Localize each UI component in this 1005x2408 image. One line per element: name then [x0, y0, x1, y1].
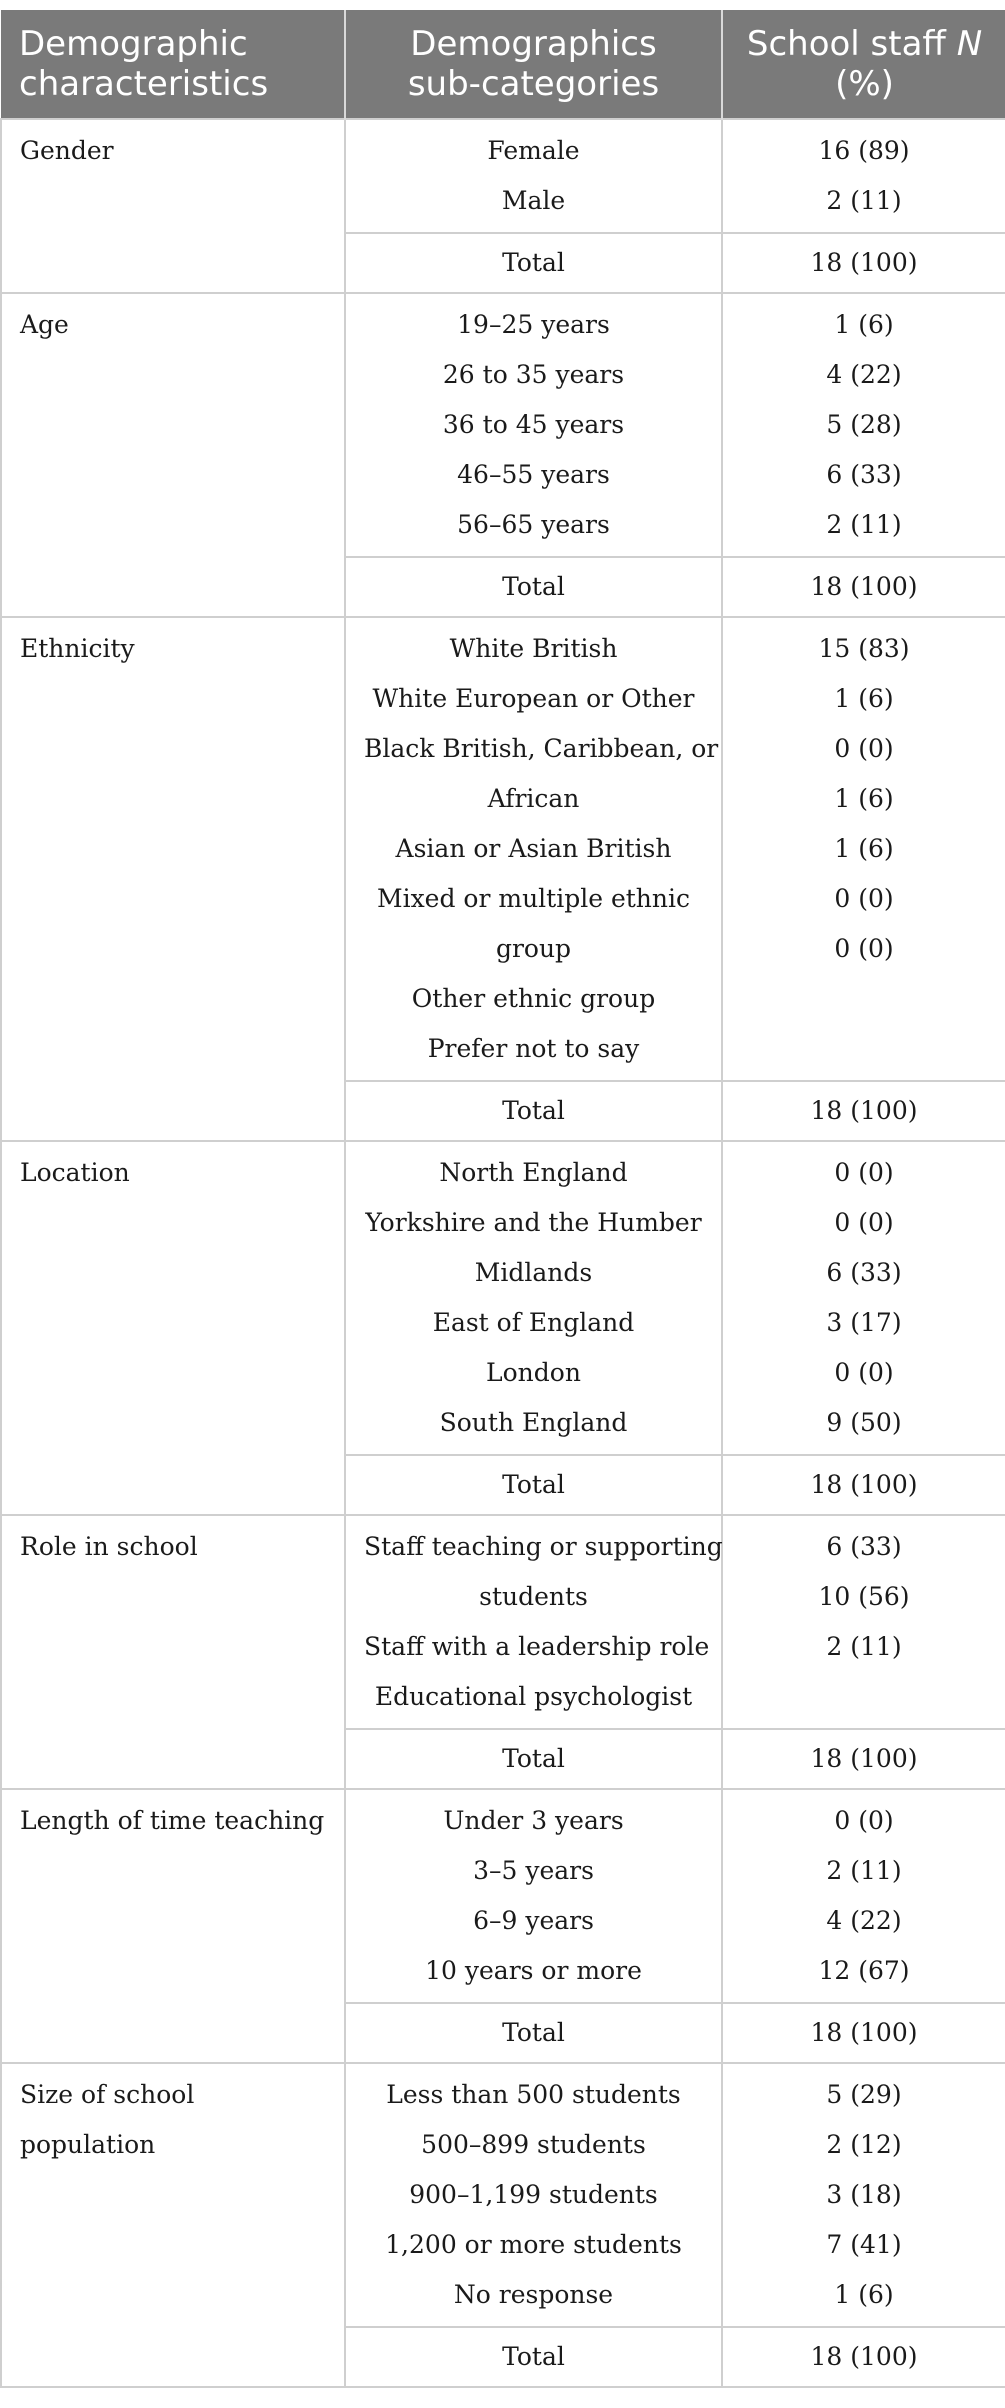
value-line: 4 (22) — [826, 1906, 902, 1935]
table-row — [1, 617, 1005, 1081]
sub-category-cell — [345, 2063, 722, 2327]
category-cell: Length of time teaching — [1, 1789, 345, 2063]
value-line: 1 (6) — [834, 784, 894, 813]
value-cell — [722, 2063, 1005, 2327]
header-text: School staff — [746, 24, 946, 64]
sub-category-line: Black British, Caribbean, or — [364, 734, 719, 763]
category-cell: Age — [1, 293, 345, 617]
category-cell: Size of school population — [1, 2063, 345, 2387]
value-line: 6 (33) — [826, 1532, 902, 1561]
value-line: 6 (33) — [826, 1258, 902, 1287]
total-value-cell: 18 (100) — [722, 2327, 1005, 2387]
sub-category-line: White European or Other — [372, 684, 695, 713]
sub-category-line: Under 3 years — [443, 1806, 624, 1835]
header-line — [741, 24, 988, 64]
value-line: 0 (0) — [834, 934, 894, 963]
sub-category-line: Prefer not to say — [427, 1034, 640, 1063]
sub-category-line: 36 to 45 years — [442, 410, 625, 439]
sub-category-cell — [345, 1515, 722, 1729]
total-value-cell: 18 (100) — [722, 557, 1005, 617]
value-line: 9 (50) — [826, 1408, 902, 1437]
category-cell: Location — [1, 1141, 345, 1515]
value-cell — [722, 1789, 1005, 2003]
sub-category-line: 6–9 years — [473, 1906, 594, 1935]
value-line: 0 (0) — [834, 884, 894, 913]
sub-category-cell — [345, 119, 722, 233]
value-line: 15 (83) — [818, 634, 910, 663]
value-line: 10 (56) — [818, 1582, 910, 1611]
value-line: 2 (12) — [826, 2130, 902, 2159]
value-cell — [722, 1141, 1005, 1455]
value-line: 4 (22) — [826, 360, 902, 389]
sub-category-line: Male — [501, 186, 566, 215]
sub-category-line: East of England — [432, 1308, 635, 1337]
sub-category-line: group — [495, 934, 572, 963]
table-header — [1, 10, 1005, 119]
value-line: 0 (0) — [834, 1358, 894, 1387]
sub-category-line: Educational psychologist — [374, 1682, 693, 1711]
table-body — [1, 119, 1005, 2387]
value-cell — [722, 119, 1005, 233]
value-line: 1 (6) — [834, 834, 894, 863]
sub-category-line: No response — [453, 2280, 614, 2309]
value-line: 7 (41) — [826, 2230, 902, 2259]
total-label-cell: Total — [345, 557, 722, 617]
value-line: 0 (0) — [834, 1806, 894, 1835]
sub-category-line: 26 to 35 years — [442, 360, 625, 389]
category-cell: Ethnicity — [1, 617, 345, 1141]
table-row — [1, 1141, 1005, 1455]
demographics-table — [0, 10, 1005, 2388]
total-label-cell: Total — [345, 233, 722, 293]
header-italic-n: N — [956, 24, 983, 64]
table-row — [1, 1515, 1005, 1729]
sub-category-line: Asian or Asian British — [395, 834, 672, 863]
total-label-cell: Total — [345, 2003, 722, 2063]
sub-category-cell — [345, 1141, 722, 1455]
sub-category-line: Less than 500 students — [386, 2080, 681, 2109]
total-value-cell: 18 (100) — [722, 2003, 1005, 2063]
value-line: 16 (89) — [818, 136, 910, 165]
header-line: Demographics — [410, 24, 657, 64]
table-row — [1, 2063, 1005, 2327]
value-line: 2 (11) — [826, 1632, 902, 1661]
table-row — [1, 1789, 1005, 2003]
value-line: 5 (28) — [826, 410, 902, 439]
sub-category-line: 900–1,199 students — [409, 2180, 658, 2209]
total-value-cell: 18 (100) — [722, 233, 1005, 293]
value-line: 3 (17) — [826, 1308, 902, 1337]
sub-category-line: London — [486, 1358, 581, 1387]
sub-category-cell — [345, 293, 722, 557]
value-line: 1 (6) — [834, 2280, 894, 2309]
value-cell — [722, 293, 1005, 557]
value-line: 0 (0) — [834, 1208, 894, 1237]
table-row — [1, 293, 1005, 557]
sub-category-line: White British — [449, 634, 618, 663]
total-value-cell: 18 (100) — [722, 1081, 1005, 1141]
sub-category-line: 46–55 years — [457, 460, 610, 489]
table-row — [1, 119, 1005, 233]
sub-category-line: 1,200 or more students — [385, 2230, 682, 2259]
value-cell — [722, 617, 1005, 1081]
sub-category-line: Mixed or multiple ethnic — [376, 884, 690, 913]
sub-category-cell — [345, 1789, 722, 2003]
value-line: 2 (11) — [826, 186, 902, 215]
sub-category-line: students — [479, 1582, 588, 1611]
value-line: 1 (6) — [834, 310, 894, 339]
total-value-cell: 18 (100) — [722, 1455, 1005, 1515]
sub-category-line: 500–899 students — [421, 2130, 646, 2159]
sub-category-line: 19–25 years — [457, 310, 610, 339]
sub-category-line: Staff teaching or supporting — [364, 1532, 723, 1561]
sub-category-line: North England — [439, 1158, 628, 1187]
header-demographic-characteristics — [1, 10, 345, 119]
value-line: 12 (67) — [818, 1956, 910, 1985]
value-cell — [722, 1515, 1005, 1729]
sub-category-line: South England — [439, 1408, 628, 1437]
sub-category-line: 56–65 years — [457, 510, 610, 539]
sub-category-line: Female — [487, 136, 580, 165]
total-label-cell: Total — [345, 1455, 722, 1515]
sub-category-line: African — [487, 784, 580, 813]
header-school-staff — [722, 10, 1005, 119]
value-line: 6 (33) — [826, 460, 902, 489]
sub-category-line: 3–5 years — [473, 1856, 594, 1885]
value-line: 0 (0) — [834, 734, 894, 763]
sub-category-line: Midlands — [474, 1258, 593, 1287]
header-line: characteristics — [19, 64, 269, 104]
value-line: 0 (0) — [834, 1158, 894, 1187]
sub-category-cell — [345, 617, 722, 1081]
header-line: sub-categories — [407, 64, 660, 104]
category-cell: Role in school — [1, 1515, 345, 1789]
header-sub-categories — [345, 10, 722, 119]
total-label-cell: Total — [345, 1081, 722, 1141]
sub-category-line: 10 years or more — [425, 1956, 642, 1985]
value-line: 5 (29) — [826, 2080, 902, 2109]
sub-category-line: Other ethnic group — [411, 984, 656, 1013]
value-line: 3 (18) — [826, 2180, 902, 2209]
total-label-cell: Total — [345, 1729, 722, 1789]
value-line: 2 (11) — [826, 1856, 902, 1885]
total-value-cell: 18 (100) — [722, 1729, 1005, 1789]
header-line: (%) — [835, 64, 894, 104]
sub-category-line: Yorkshire and the Humber — [365, 1208, 702, 1237]
header-line: Demographic — [19, 24, 248, 64]
sub-category-line: Staff with a leadership role — [364, 1632, 710, 1661]
category-cell: Gender — [1, 119, 345, 293]
total-label-cell: Total — [345, 2327, 722, 2387]
value-line: 2 (11) — [826, 510, 902, 539]
value-line: 1 (6) — [834, 684, 894, 713]
